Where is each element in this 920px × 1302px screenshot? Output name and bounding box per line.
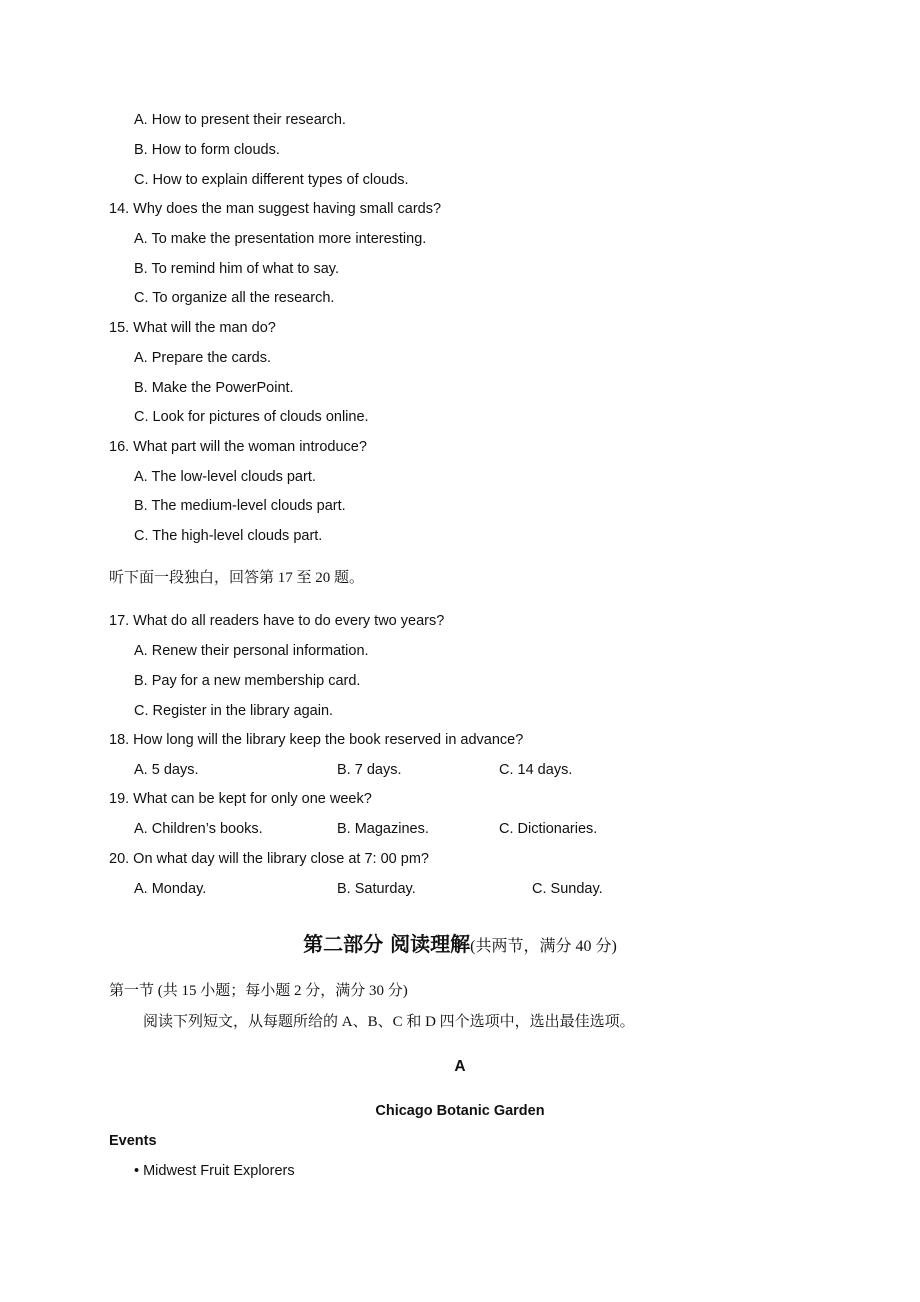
- q15-question: 15. What will the man do?: [109, 320, 276, 336]
- part-title: 第二部分 阅读理解: [303, 932, 471, 956]
- q17-option-a: A. Renew their personal information.: [134, 643, 369, 659]
- q14-question: 14. Why does the man suggest having small cards?: [109, 201, 442, 217]
- q13-option-a: A. How to present their research.: [134, 112, 346, 128]
- events-heading: Events: [109, 1133, 157, 1149]
- q13-option-c: C. How to explain different types of clouds.: [134, 172, 409, 188]
- q18-option-a: A. 5 days.: [134, 762, 199, 778]
- part-heading: [0, 930, 920, 961]
- q15-option-c: C. Look for pictures of clouds online.: [134, 409, 369, 425]
- q16-option-a: A. The low-level clouds part.: [134, 469, 316, 485]
- q18-option-b: B. 7 days.: [337, 762, 402, 778]
- passage-title: Chicago Botanic Garden: [375, 1103, 545, 1119]
- q15-option-a: A. Prepare the cards.: [134, 350, 272, 366]
- q19-option-c: C. Dictionaries.: [499, 821, 598, 837]
- q14-option-a: A. To make the presentation more interesting.: [134, 231, 427, 247]
- q13-option-b: B. How to form clouds.: [134, 142, 280, 158]
- q14-option-b: B. To remind him of what to say.: [134, 261, 339, 277]
- q20-option-a: A. Monday.: [134, 881, 207, 897]
- event-item: • Midwest Fruit Explorers: [134, 1163, 295, 1179]
- q17-option-c: C. Register in the library again.: [134, 703, 334, 719]
- q17-question: 17. What do all readers have to do every two years?: [109, 613, 445, 629]
- q20-option-c: C. Sunday.: [532, 881, 603, 897]
- q19-option-b: B. Magazines.: [337, 821, 429, 837]
- passage-letter: A: [454, 1058, 466, 1075]
- q14-option-c: C. To organize all the research.: [134, 290, 335, 306]
- q18-question: 18. How long will the library keep the book reserved in advance?: [109, 732, 524, 748]
- q20-question: 20. On what day will the library close at 7: 00 pm?: [109, 851, 429, 867]
- q16-option-b: B. The medium-level clouds part.: [134, 498, 346, 514]
- section-title: 第一节 (共 15 小题；每小题 2 分，满分 30 分): [109, 983, 408, 999]
- q19-option-a: A. Children’s books.: [134, 821, 263, 837]
- q16-option-c: C. The high-level clouds part.: [134, 528, 323, 544]
- q17-option-b: B. Pay for a new membership card.: [134, 673, 361, 689]
- q15-option-b: B. Make the PowerPoint.: [134, 380, 294, 396]
- q18-option-c: C. 14 days.: [499, 762, 573, 778]
- part-subtitle: (共两节，满分 40 分): [470, 938, 617, 955]
- q20-option-b: B. Saturday.: [337, 881, 416, 897]
- q16-question: 16. What part will the woman introduce?: [109, 439, 367, 455]
- q19-question: 19. What can be kept for only one week?: [109, 791, 372, 807]
- monologue-instruction: 听下面一段独白，回答第 17 至 20 题。: [109, 570, 365, 586]
- section-instruction: 阅读下列短文，从每题所给的 A、B、C 和 D 四个选项中，选出最佳选项。: [143, 1014, 635, 1030]
